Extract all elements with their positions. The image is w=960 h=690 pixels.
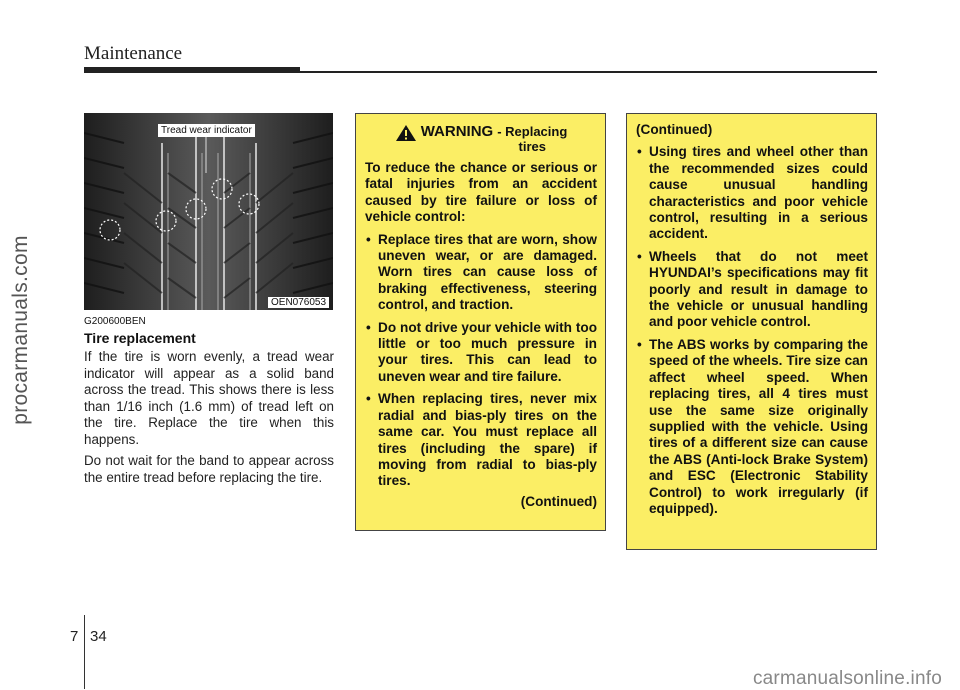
warning-item: • When replacing tires, never mix radial and bias-ply tires on the same car. You must replace all tires (including the spare) if moving from radial to bias-ply tires. bbox=[365, 391, 597, 489]
warning-subtitle-line: - Replacing bbox=[497, 124, 568, 139]
warning-header bbox=[365, 124, 597, 154]
continued-list bbox=[636, 144, 868, 517]
continued-item: • Using tires and wheel other than the recommended sizes could cause unusual handling characteristics and poor vehicle control, resulting in a serious accident. bbox=[636, 144, 868, 242]
header-rule-thick bbox=[84, 67, 300, 73]
tire-tread-photo bbox=[84, 113, 333, 310]
section-body bbox=[84, 349, 334, 491]
continued-label: (Continued) bbox=[636, 122, 713, 137]
continued-item: • Wheels that do not meet HYUNDAI’s specifications may fit poorly and result in damage to the vehicle or unusual handling and poor vehicle control. bbox=[636, 249, 868, 331]
section-title: Tire replacement bbox=[84, 330, 196, 346]
warning-subtitle bbox=[497, 124, 567, 154]
warning-item: • Do not drive your vehicle with too little or too much pressure in your tires. This can lead to uneven wear and tire failure. bbox=[365, 320, 597, 386]
warning-list bbox=[365, 232, 597, 490]
continued-item: • The ABS works by comparing the speed of the wheels. Tire size can affect wheel speed. When replacing tires, all 4 tires must use the same size originally supplied with the vehicle. Using tires of a different size can cause the ABS (Anti-lock Brake System) and ESC (Electronic Stability Control) to work irregularly (if equipped). bbox=[636, 337, 868, 517]
side-watermark: procarmanuals.com bbox=[9, 235, 32, 425]
section-code: G200600BEN bbox=[84, 316, 146, 327]
warning-intro: To reduce the chance or serious or fatal injuries from an accident caused by tire failure or loss of vehicle control: bbox=[365, 160, 597, 225]
warning-word: WARNING bbox=[420, 123, 494, 140]
chapter-number: 7 bbox=[70, 628, 79, 645]
warning-subtitle-line: tires bbox=[518, 139, 546, 154]
warning-item: • Replace tires that are worn, show uneven wear, or are damaged. Worn tires can cause loss of braking effectiveness, steering control, and traction. bbox=[365, 232, 597, 314]
figure-code: OEN076053 bbox=[268, 297, 329, 308]
warning-triangle-icon bbox=[395, 124, 417, 142]
footer-divider bbox=[84, 615, 85, 689]
warning-box bbox=[355, 113, 606, 531]
figure-label: Tread wear indicator bbox=[158, 124, 255, 137]
body-paragraph: If the tire is worn evenly, a tread wear indicator will appear as a solid band across the tread. This shows there is less than 1/16 inch (1.6 mm) of tread left on the tire. Replace the tire when this happens. bbox=[84, 349, 334, 447]
bottom-watermark: carmanualsonline.info bbox=[752, 668, 942, 689]
page-number: 34 bbox=[90, 628, 107, 645]
continued-warning-box bbox=[626, 113, 877, 550]
header-rule-thin bbox=[300, 71, 877, 73]
page-header-title: Maintenance bbox=[84, 43, 183, 64]
tire-tread-illustration bbox=[84, 113, 333, 310]
body-paragraph: Do not wait for the band to appear across the entire tread before replacing the tire. bbox=[84, 453, 334, 485]
continued-label: (Continued) bbox=[520, 493, 597, 509]
